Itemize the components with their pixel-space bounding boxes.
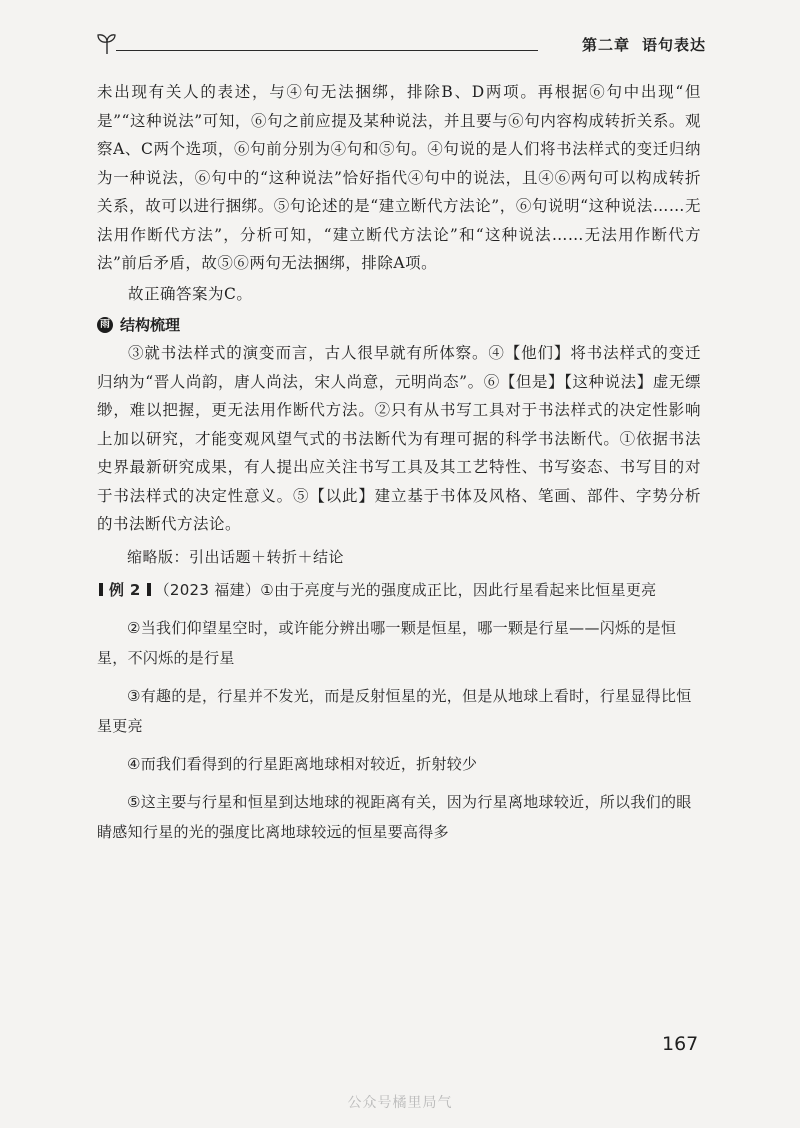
tag-bar-left [99,583,103,596]
page-header [96,30,706,60]
example-item-text: ①由于亮度与光的强度成正比，因此行星看起来比恒星更亮 [260,581,657,599]
header-rule [116,50,538,51]
structure-heading [97,314,701,335]
summary-line: 缩略版：引出话题＋转折＋结论 [127,547,345,566]
sprout-icon [96,32,118,56]
page-body [97,78,701,847]
heading-badge-icon: 雨 [97,317,113,333]
chapter-label: 第二章 [581,36,630,54]
example-item-4: ④而我们看得到的行星距离地球相对较近，折射较少 [127,755,478,773]
example-tag-label: 例 2 [109,581,141,599]
example-item-5: ⑤这主要与行星和恒星到达地球的视距离有关，因为行星离地球较近，所以我们的眼睛感知行星的光的强度比离地球较远的恒星要高得多 [97,793,692,841]
watermark: 公众号橘里局气 [347,1095,453,1111]
analysis-paragraph: 未出现有关人的表述，与④句无法捆绑，排除B、D两项。再根据⑥句中出现“但是”“这种说法”可知，⑥句之前应提及某种说法，并且要与⑥句内容构成转折关系。观察A、C两个选项，⑥句前分别为④句和⑤句。④句说的是人们将书法样式的变迁归纳为一种说法，⑥句中的“这种说法”恰好指代④句中的说法，且④⑥两句可以构成转折关系，故可以进行捆绑。⑤句论述的是“建立断代方法论”，⑥句说明“这种说法……无法用作断代方法”，分析可知，“建立断代方法论”和“这种说法……无法用作断代方法”前后矛盾，故⑤⑥两句无法捆绑，排除A项。 [97,83,701,272]
answer-line: 故正确答案为C。 [128,284,253,303]
example-item-2: ②当我们仰望星空时，或许能分辨出哪一颗是恒星，哪一颗是行星——闪烁的是恒星，不闪烁的是行星 [97,619,677,667]
page-number: 167 [662,1033,699,1055]
example-block [97,575,701,847]
example-source: （2023 福建） [154,581,261,599]
example-item-1 [97,575,701,605]
structure-paragraph: ③就书法样式的演变而言，古人很早就有所体察。④【他们】将书法样式的变迁归纳为“晋人尚韵，唐人尚法，宋人尚意，元明尚态”。⑥【但是】【这种说法】虚无缥缈，难以把握，更无法用作断代方法。②只有从书写工具对于书法样式的决定性影响上加以研究，才能变观风望气式的书法断代为有理可据的科学书法断代。①依据书法史界最新研究成果，有人提出应关注书写工具及其工艺特性、书写姿态、书写目的对于书法样式的决定性意义。⑤【以此】建立基于书体及风格、笔画、部件、字势分析的书法断代方法论。 [97,344,701,533]
section-label: 语句表达 [641,36,706,54]
chapter-title [582,34,706,55]
tag-bar-right [147,583,151,596]
example-item-3: ③有趣的是，行星并不发光，而是反射恒星的光，但是从地球上看时，行星显得比恒星更亮 [97,687,692,735]
example-tag [97,581,155,599]
structure-heading-label: 结构梳理 [120,316,181,334]
